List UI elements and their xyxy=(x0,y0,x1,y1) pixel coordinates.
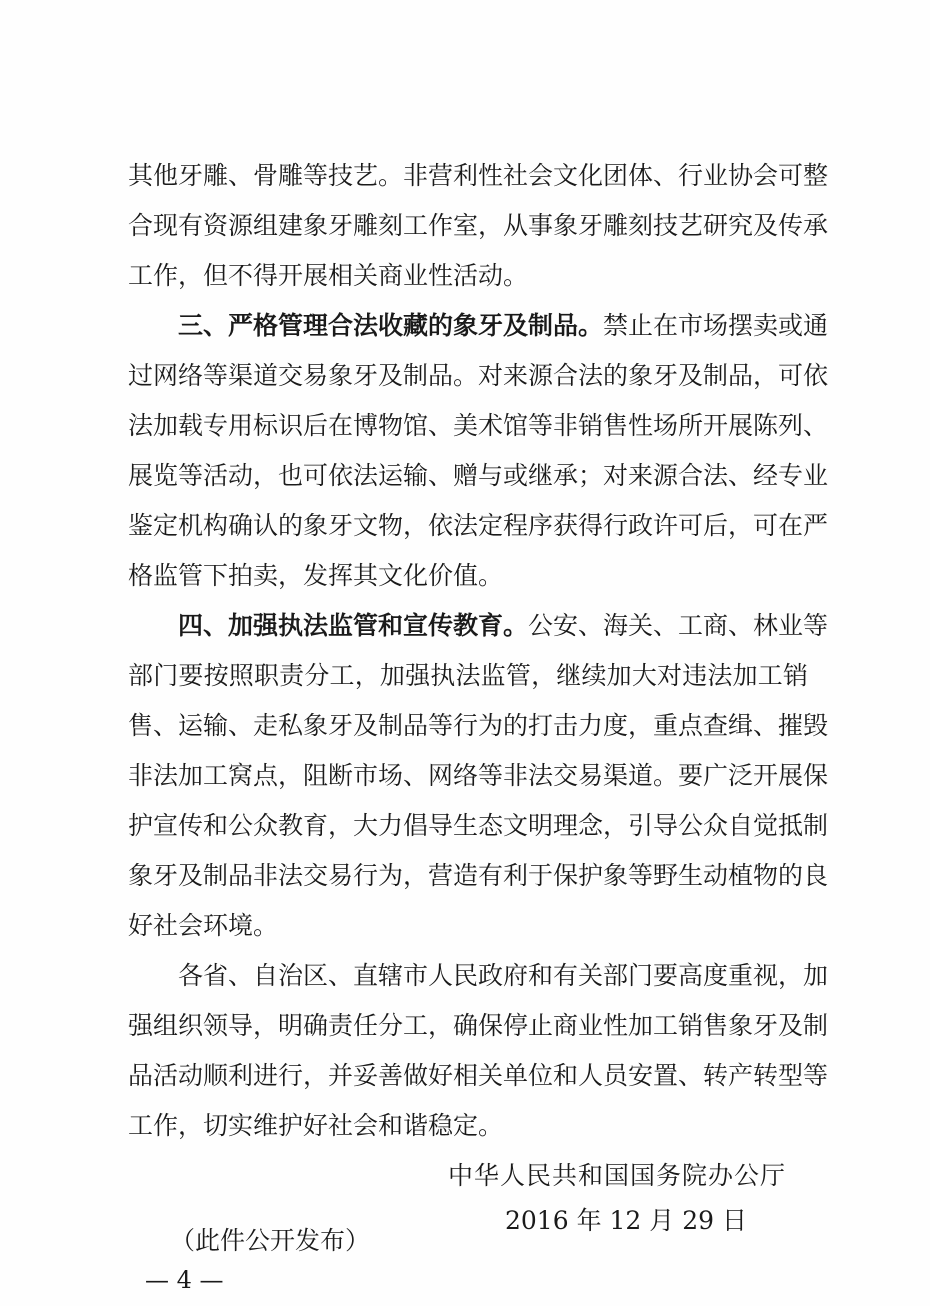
paragraph-first-line xyxy=(178,610,829,642)
page-number: — 4 — xyxy=(145,1266,224,1294)
paragraph-line: 非法加工窝点，阻断市场、网络等非法交易渠道。要广泛开展保 xyxy=(128,761,829,790)
paragraph-line: 格监管下拍卖，发挥其文化价值。 xyxy=(128,561,504,590)
paragraph-line: 法加载专用标识后在博物馆、美术馆等非销售性场所开展陈列、 xyxy=(128,411,829,440)
issue-date: 2016 年 12 月 29 日 xyxy=(505,1206,747,1235)
section-heading: 三、严格管理合法收藏的象牙及制品。 xyxy=(178,311,604,340)
publish-note: （此件公开发布） xyxy=(170,1226,371,1255)
paragraph-text: 禁止在市场摆卖或通 xyxy=(603,311,829,340)
paragraph-line: 护宣传和公众教育，大力倡导生态文明理念，引导公众自觉抵制 xyxy=(128,811,829,840)
paragraph-line: 工作，但不得开展相关商业性活动。 xyxy=(128,261,529,290)
section-heading: 四、加强执法监管和宣传教育。 xyxy=(178,611,529,640)
paragraph-line: 工作，切实维护好社会和谐稳定。 xyxy=(128,1111,504,1140)
paragraph-first-line xyxy=(178,310,829,342)
paragraph-line: 鉴定机构确认的象牙文物，依法定程序获得行政许可后，可在严 xyxy=(128,511,829,540)
paragraph-line: 部门要按照职责分工，加强执法监管，继续加大对违法加工销 xyxy=(128,661,808,690)
paragraph-text: 公安、海关、工商、林业等 xyxy=(528,611,829,640)
paragraph-line: 其他牙雕、骨雕等技艺。非营利性社会文化团体、行业协会可整 xyxy=(128,161,829,190)
paragraph-line: 合现有资源组建象牙雕刻工作室，从事象牙雕刻技艺研究及传承 xyxy=(128,211,829,240)
paragraph-line: 好社会环境。 xyxy=(128,911,279,940)
paragraph-first-line: 各省、自治区、直辖市人民政府和有关部门要高度重视，加 xyxy=(178,961,829,990)
paragraph-line: 过网络等渠道交易象牙及制品。对来源合法的象牙及制品，可依 xyxy=(128,361,829,390)
paragraph-line: 售、运输、走私象牙及制品等行为的打击力度，重点查缉、摧毁 xyxy=(128,711,829,740)
paragraph-line: 强组织领导，明确责任分工，确保停止商业性加工销售象牙及制 xyxy=(128,1011,829,1040)
paragraph-line: 象牙及制品非法交易行为，营造有利于保护象等野生动植物的良 xyxy=(128,861,829,890)
paragraph-line: 展览等活动，也可依法运输、赠与或继承；对来源合法、经专业 xyxy=(128,461,829,490)
issuing-authority: 中华人民共和国国务院办公厅 xyxy=(448,1161,787,1190)
paragraph-line: 品活动顺利进行，并妥善做好相关单位和人员安置、转产转型等 xyxy=(128,1061,829,1090)
